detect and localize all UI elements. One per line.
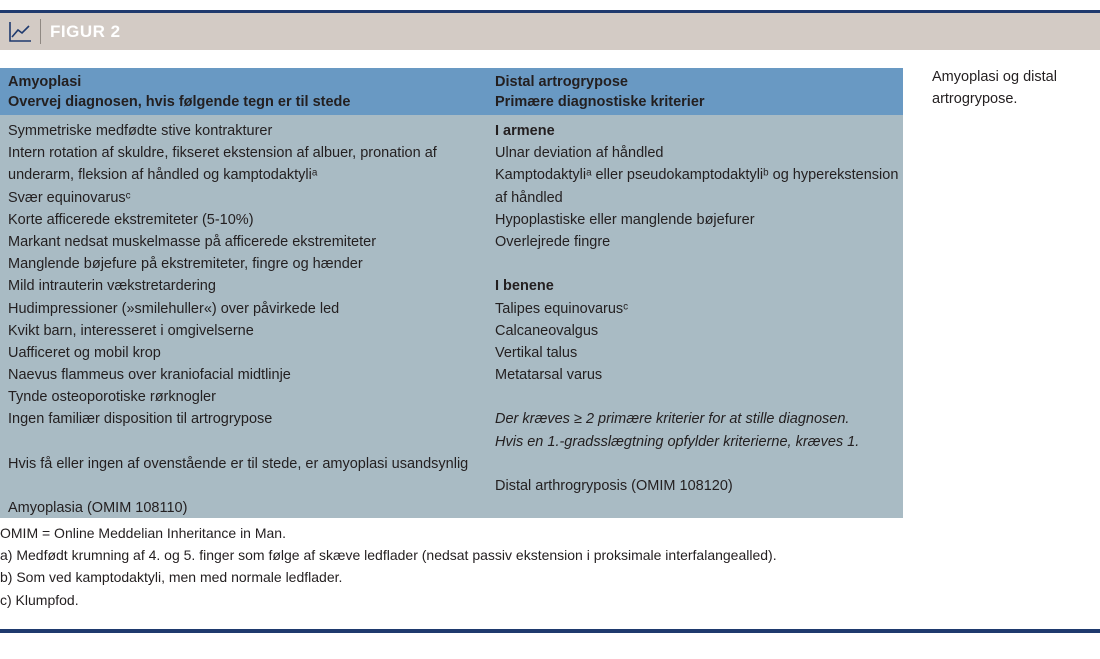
left-criteria-row: Naevus flammeus over kraniofacial midtlinje [8, 367, 291, 384]
chart-line-icon [0, 13, 40, 50]
footnote-line: OMIM = Online Meddelian Inheritance in Man. [0, 525, 286, 541]
left-heading-subtitle: Overvej diagnosen, hvis følgende tegn er til stede [8, 94, 351, 110]
left-criteria-row: Intern rotation af skuldre, fikseret ekstension af albuer, pronation af [8, 145, 437, 162]
right-criteria-row: Hypoplastiske eller manglende bøjefurer [495, 211, 755, 228]
left-heading [8, 68, 350, 112]
left-criteria-row [8, 431, 468, 453]
left-criteria-row: Ingen familiær disposition til artrogrypose [8, 411, 273, 428]
right-criteria-row [495, 386, 898, 408]
right-criteria-row: af håndled [495, 189, 563, 206]
criteria-table [0, 68, 903, 518]
right-criteria-row: Distal arthrogryposis (OMIM 108120) [495, 478, 733, 494]
right-criteria-row: Der kræves ≥ 2 primære kriterier for at stille diagnosen. [495, 411, 850, 428]
footnotes [0, 522, 777, 611]
right-criteria-row: Calcaneovalgus [495, 322, 599, 339]
footnote-line: a) Medfødt krumning af 4. og 5. finger som følge af skæve ledflader (nedsat passiv ekstension i proksimale interfalangealled). [0, 547, 777, 564]
right-criteria-row: Talipes equinovarusᶜ [495, 300, 629, 317]
footnote-line: b) Som ved kamptodaktyli, men med normale ledflader. [0, 569, 343, 586]
amyoplasi-column [8, 120, 468, 519]
footnote-line: c) Klumpfod. [0, 591, 79, 608]
figure-caption: Amyoplasi og distal artrogrypose. [932, 69, 1057, 107]
right-criteria-row [495, 453, 898, 475]
right-heading [495, 68, 705, 112]
distal-artrogrypose-column [495, 120, 898, 497]
right-criteria-row: Ulnar deviation af håndled [495, 145, 664, 162]
right-heading-subtitle: Primære diagnostiske kriterier [495, 94, 705, 110]
left-criteria-row [8, 475, 468, 497]
table-header [0, 68, 903, 115]
left-criteria-row: Korte afficerede ekstremiteter (5-10%) [8, 211, 254, 228]
right-criteria-row: I armene [495, 123, 555, 139]
left-criteria-row: Symmetriske medfødte stive kontrakturer [8, 123, 273, 139]
right-criteria-row [495, 253, 898, 275]
right-criteria-row: Kamptodaktyliᵃ eller pseudokamptodaktyliᵇ og hyperekstension [495, 167, 899, 184]
left-criteria-row: Hudimpressioner (»smilehuller«) over påvirkede led [8, 300, 340, 317]
right-criteria-row: Metatarsal varus [495, 367, 603, 384]
right-criteria-row: I benene [495, 278, 554, 295]
left-heading-title: Amyoplasi [8, 74, 82, 90]
left-criteria-row: Hvis få eller ingen af ovenstående er til stede, er amyoplasi usandsynlig [8, 455, 469, 472]
bottom-rule [0, 629, 1100, 633]
right-criteria-row: Vertikal talus [495, 344, 578, 361]
left-criteria-row: Mild intrauterin vækstretardering [8, 278, 216, 295]
right-criteria-row: Hvis en 1.-gradsslægtning opfylder kriterierne, kræves 1. [495, 433, 860, 450]
left-criteria-row: Amyoplasia (OMIM 108110) [8, 500, 188, 517]
left-criteria-row: Kvikt barn, interesseret i omgivelserne [8, 322, 254, 339]
figure-header [0, 13, 1100, 50]
figure-title: FIGUR 2 [50, 21, 121, 41]
header-separator [40, 19, 41, 44]
left-criteria-row: Tynde osteoporotiske rørknogler [8, 389, 216, 406]
right-heading-title: Distal artrogrypose [495, 74, 628, 90]
left-criteria-row: underarm, fleksion af håndled og kamptodaktyliᵃ [8, 167, 318, 184]
left-criteria-row: Markant nedsat muskelmasse på afficerede ekstremiteter [8, 233, 377, 250]
right-criteria-row: Overlejrede fingre [495, 233, 611, 250]
left-criteria-row: Manglende bøjefure på ekstremiteter, fingre og hænder [8, 256, 363, 273]
left-criteria-row: Uafficeret og mobil krop [8, 344, 161, 361]
left-criteria-row: Svær equinovarusᶜ [8, 189, 131, 206]
